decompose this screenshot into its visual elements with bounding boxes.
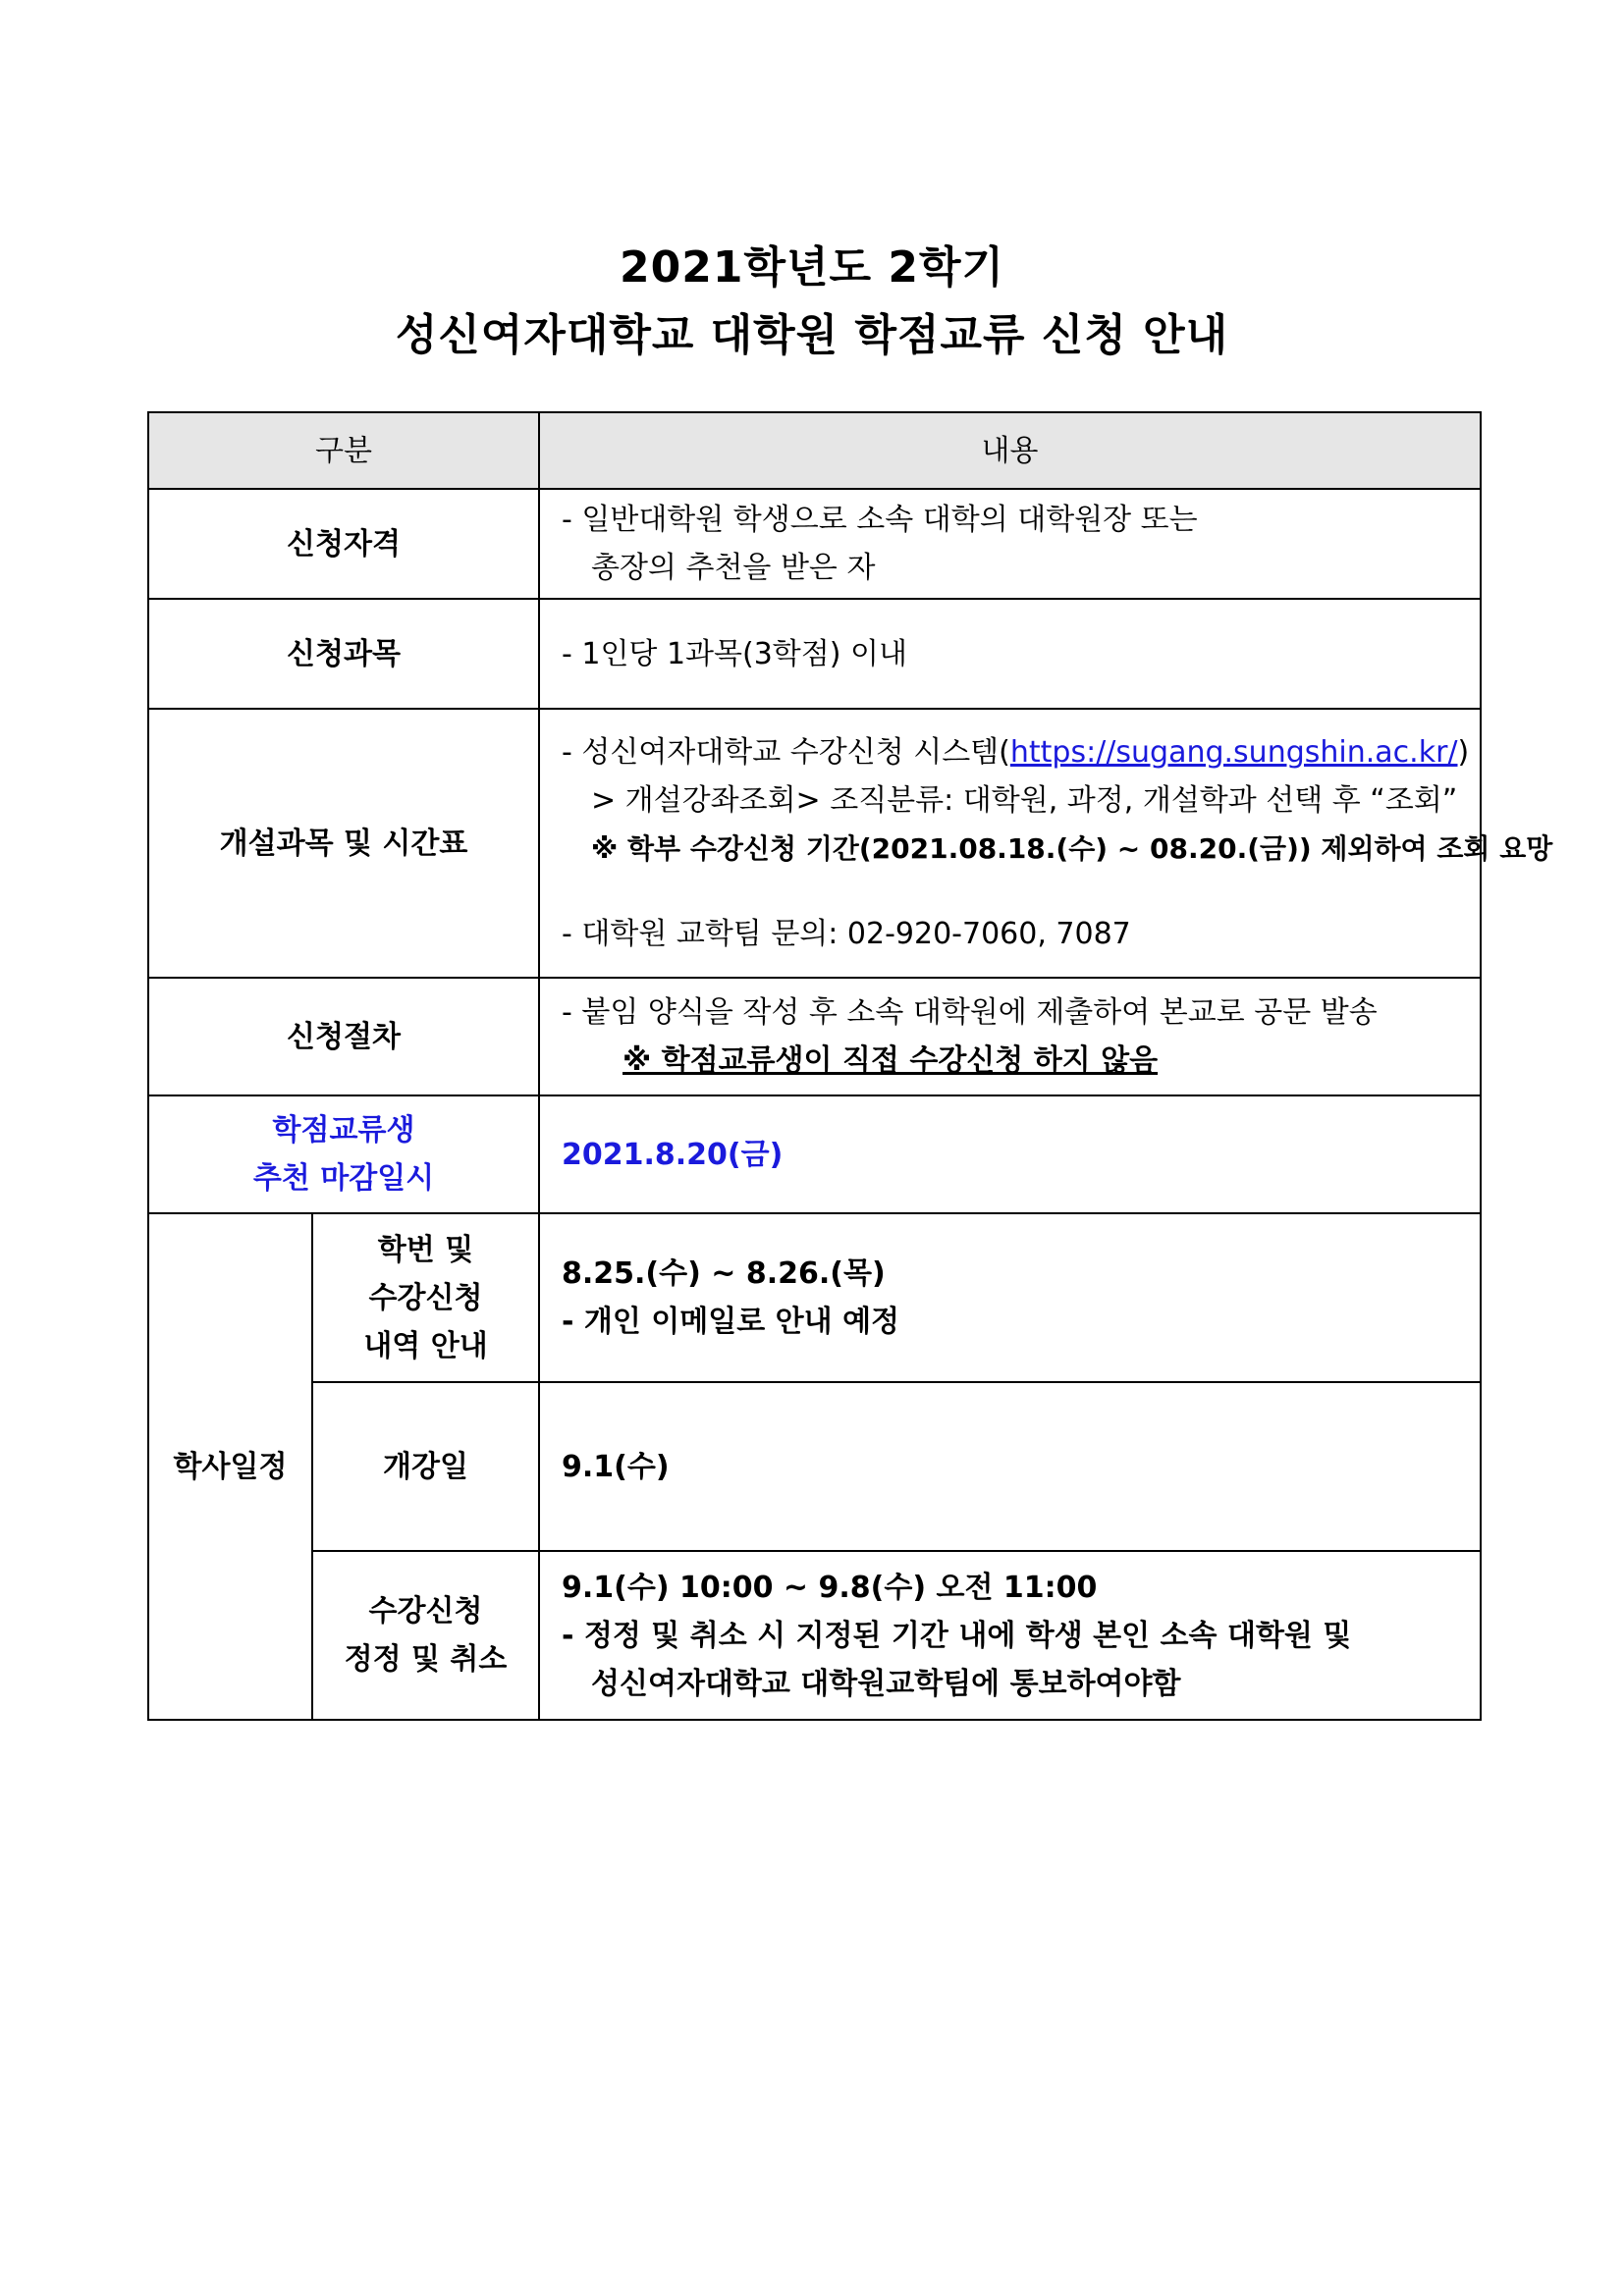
table-row: [148, 489, 1481, 599]
academic-label: 학사일정: [148, 1213, 312, 1720]
academic-sub3-label: [312, 1551, 539, 1720]
document-title-line2: 성신여자대학교 대학원 학점교류 신청 안내: [395, 310, 1229, 360]
eligibility-line-2: 총장의 추천을 받은 자: [591, 551, 876, 585]
schedule-line-2: > 개설강좌조회> 조직분류: 대학원, 과정, 개설학과 선택 후 “조회”: [591, 783, 1458, 818]
eligibility-line-1: - 일반대학원 학생으로 소속 대학의 대학원장 또는: [562, 503, 1198, 537]
academic-sub1-label-line-3: 내역 안내: [363, 1328, 488, 1363]
academic-sub1-label-line-2: 수강신청: [368, 1280, 483, 1315]
procedure-label: 신청절차: [148, 978, 539, 1095]
academic-sub1-content: [539, 1213, 1481, 1382]
academic-sub1-line-2: - 개인 이메일로 안내 예정: [562, 1305, 900, 1339]
schedule-line-1: [562, 728, 1470, 776]
schedule-line-1-suffix: ): [1457, 735, 1470, 770]
academic-sub3-label-line-1: 수강신청: [368, 1594, 483, 1629]
sugang-system-link[interactable]: https://sugang.sungshin.ac.kr/: [1009, 735, 1458, 770]
eligibility-content: [539, 489, 1481, 599]
courses-content: [539, 599, 1481, 709]
academic-sub3-line-1: 9.1(수) 10:00 ~ 9.8(수) 오전 11:00: [562, 1570, 1098, 1605]
academic-sub1-label-line-1: 학번 및: [377, 1232, 474, 1267]
deadline-label-line-1: 학점교류생: [272, 1113, 415, 1148]
schedule-note: ※ 학부 수강신청 기간(2021.08.18.(수) ~ 08.20.(금)) 제외하여 조회 요망: [591, 832, 1553, 865]
table-row: [148, 1213, 1481, 1382]
academic-sub2-content: [539, 1382, 1481, 1551]
academic-sub2-label: [312, 1382, 539, 1551]
academic-sub1-line-1: 8.25.(수) ~ 8.26.(목): [562, 1256, 886, 1291]
academic-sub3-content: [539, 1551, 1481, 1720]
academic-sub1-label: [312, 1213, 539, 1382]
schedule-spacer: [562, 873, 1470, 910]
table-row: [148, 599, 1481, 709]
procedure-note: ※ 학점교류생이 직접 수강신청 하지 않음: [623, 1043, 1159, 1078]
table-row: [148, 1095, 1481, 1213]
courses-label: 신청과목: [148, 599, 539, 709]
info-table: [147, 411, 1553, 1721]
deadline-label: [148, 1095, 539, 1213]
table-header-row: [148, 412, 1481, 489]
procedure-line-1: - 붙임 양식을 작성 후 소속 대학원에 제출하여 본교로 공문 발송: [562, 995, 1378, 1030]
schedule-line-1-prefix: - 성신여자대학교 수강신청 시스템(: [562, 735, 1010, 770]
deadline-value: 2021.8.20(금): [539, 1095, 1481, 1213]
schedule-label: 개설과목 및 시간표: [148, 709, 539, 978]
deadline-label-line-2: 추천 마감일시: [252, 1161, 435, 1196]
schedule-content: [539, 709, 1553, 978]
header-content: 내용: [539, 412, 1481, 489]
academic-sub3-label-line-2: 정정 및 취소: [344, 1642, 508, 1677]
table-row: [148, 709, 1481, 978]
table-row: [148, 978, 1481, 1095]
academic-sub2-line-1: 9.1(수): [562, 1449, 670, 1484]
academic-sub3-line-2: - 정정 및 취소 시 지정된 기간 내에 학생 본인 소속 대학원 및: [562, 1618, 1352, 1653]
courses-line-1: - 1인당 1과목(3학점) 이내: [562, 636, 907, 671]
table-row: [148, 1551, 1481, 1720]
eligibility-label: 신청자격: [148, 489, 539, 599]
schedule-line-4: - 대학원 교학팀 문의: 02-920-7060, 7087: [562, 917, 1131, 951]
academic-sub2-label-line-1: 개강일: [383, 1449, 468, 1484]
document-title-line1: 2021학년도 2학기: [620, 242, 1004, 293]
header-category: 구분: [148, 412, 539, 489]
academic-sub3-line-3: 성신여자대학교 대학원교학팀에 통보하여야함: [591, 1666, 1181, 1701]
procedure-content: [539, 978, 1481, 1095]
table-row: [148, 1382, 1481, 1551]
